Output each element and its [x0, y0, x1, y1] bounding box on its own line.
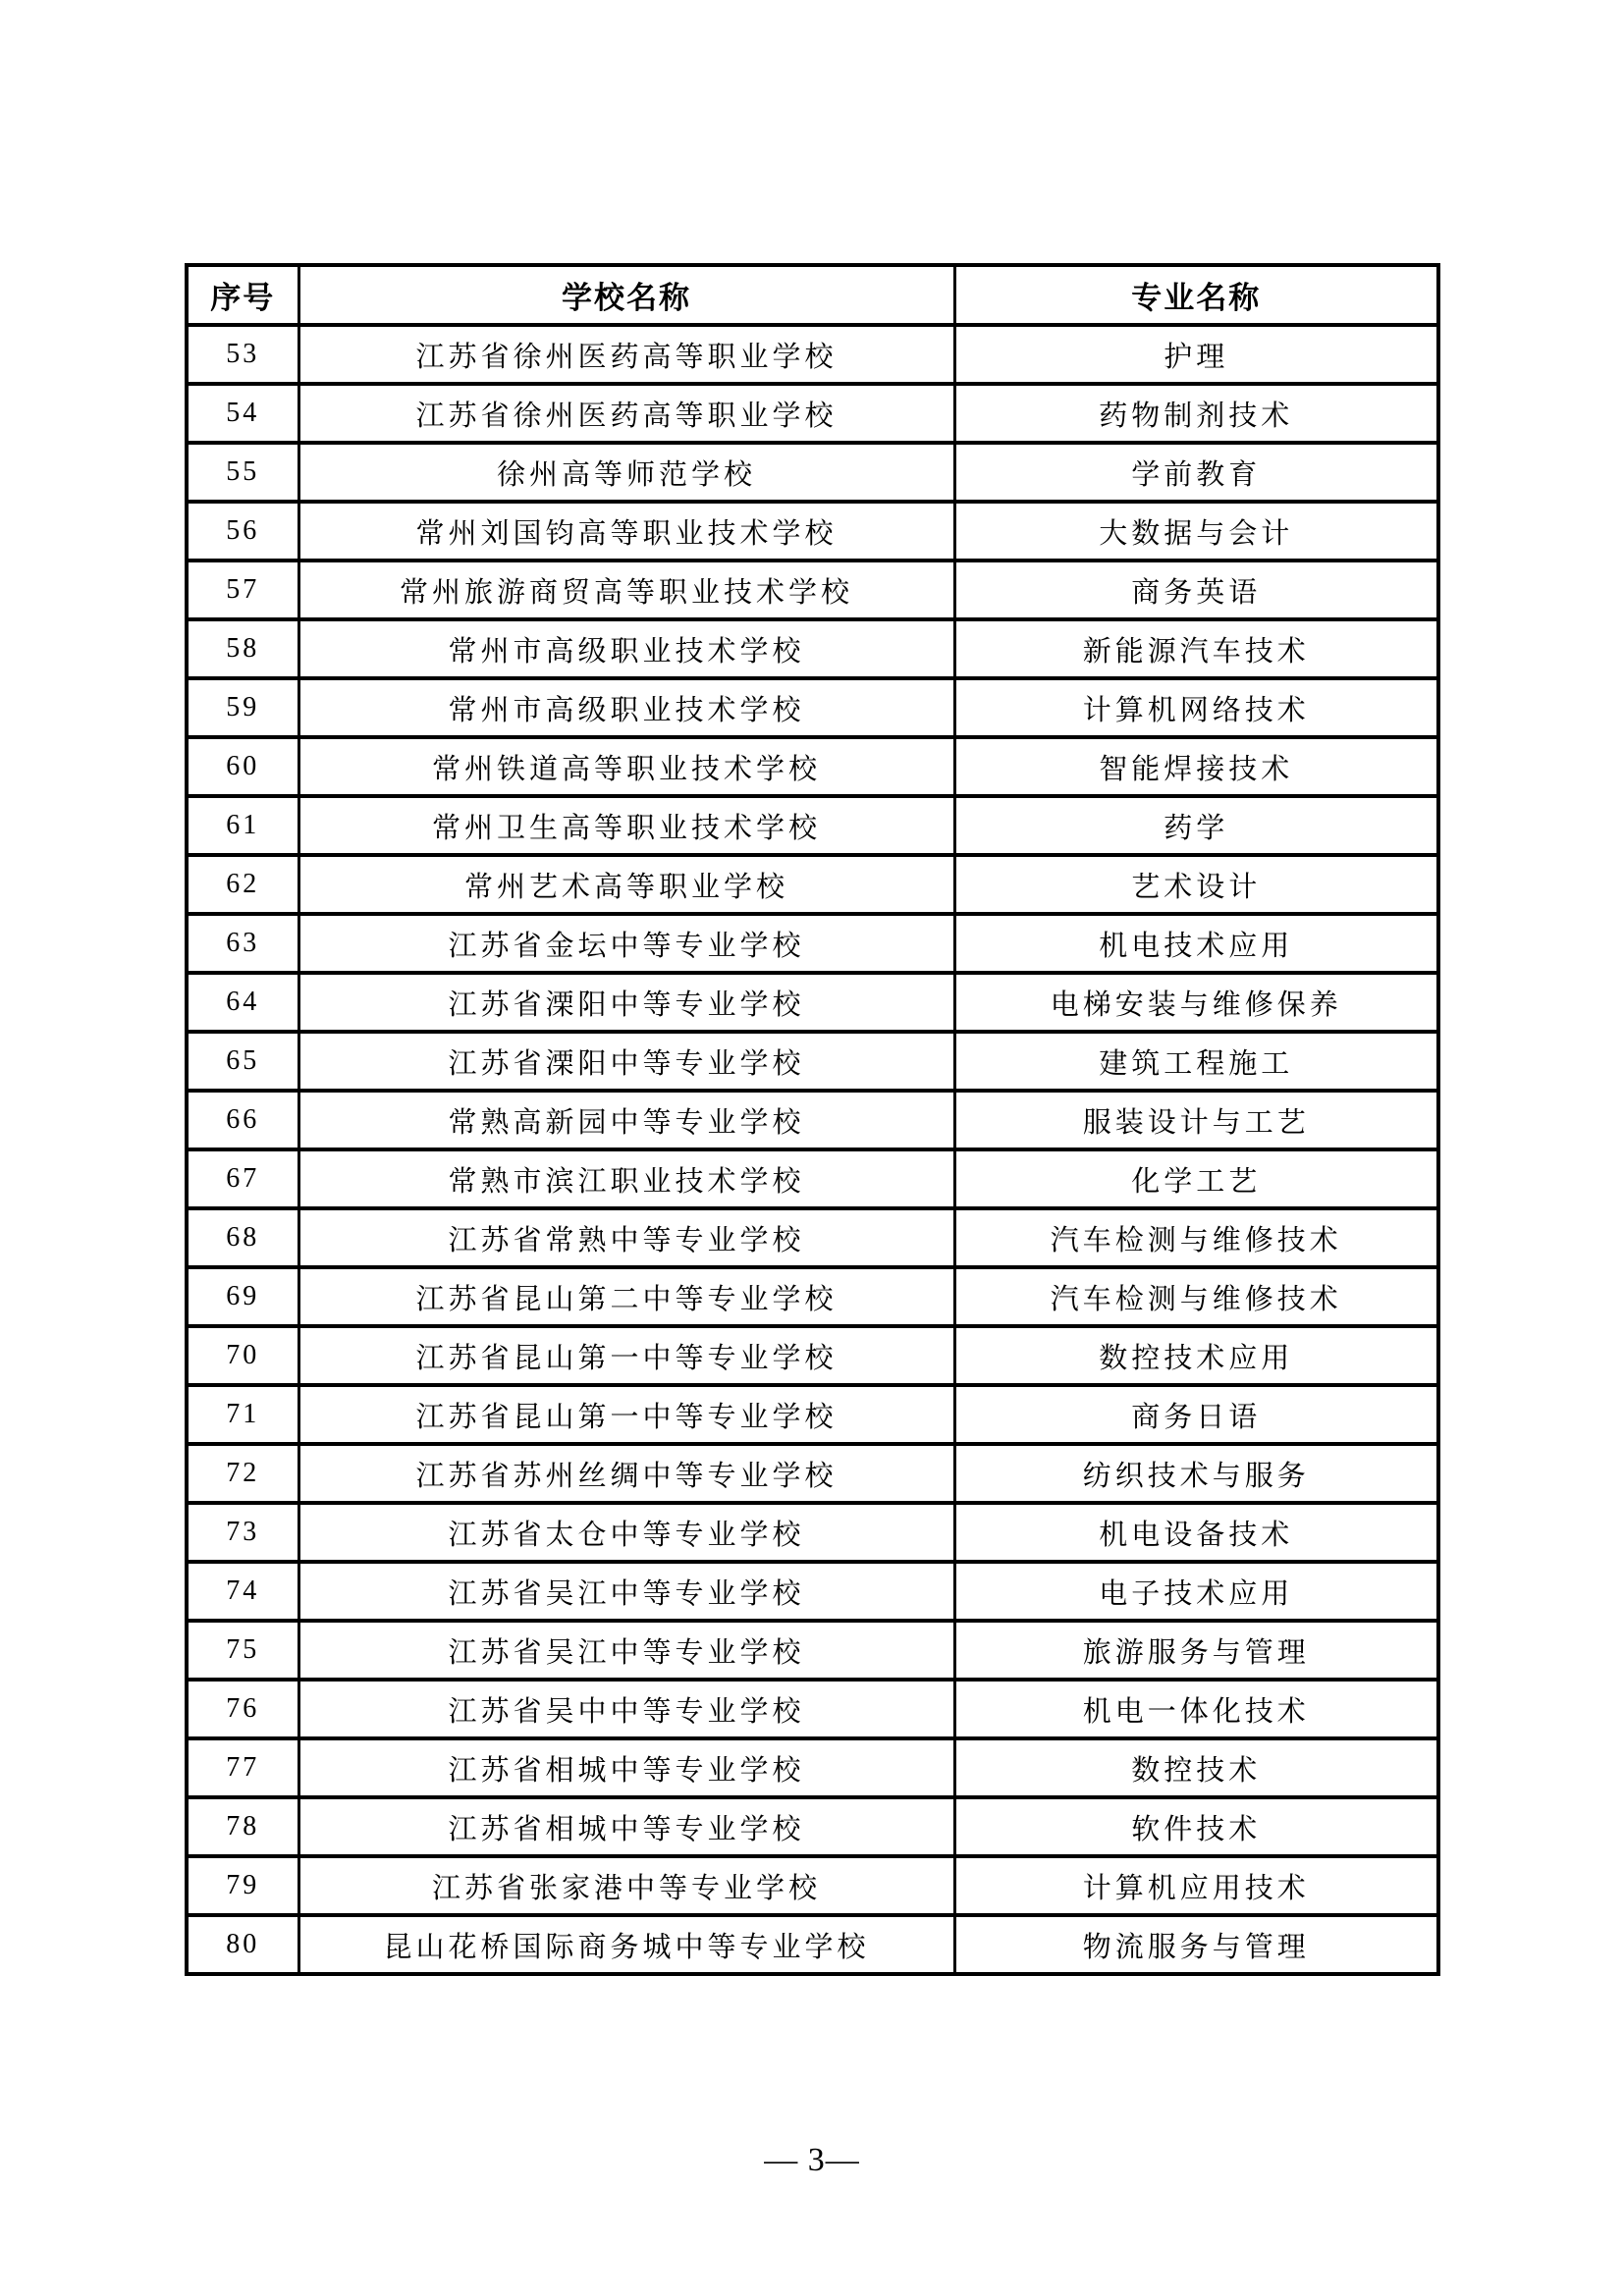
major-name-cell: 旅游服务与管理 — [954, 1621, 1438, 1680]
major-name-cell: 建筑工程施工 — [954, 1032, 1438, 1091]
school-name-cell: 江苏省吴江中等专业学校 — [298, 1621, 954, 1680]
major-name-cell: 电梯安装与维修保养 — [954, 973, 1438, 1032]
school-name-cell: 常州市高级职业技术学校 — [298, 678, 954, 737]
school-name-cell: 常熟高新园中等专业学校 — [298, 1091, 954, 1149]
header-school-name: 学校名称 — [298, 265, 954, 325]
major-name-cell: 艺术设计 — [954, 855, 1438, 914]
table-row — [187, 561, 1438, 619]
row-number-cell: 62 — [187, 855, 298, 914]
school-name-cell: 江苏省金坛中等专业学校 — [298, 914, 954, 973]
table-row — [187, 1621, 1438, 1680]
row-number-cell: 59 — [187, 678, 298, 737]
school-name-cell: 江苏省溧阳中等专业学校 — [298, 1032, 954, 1091]
major-name-cell: 药物制剂技术 — [954, 384, 1438, 443]
school-name-cell: 徐州高等师范学校 — [298, 443, 954, 502]
major-name-cell: 汽车检测与维修技术 — [954, 1208, 1438, 1267]
school-name-cell: 江苏省常熟中等专业学校 — [298, 1208, 954, 1267]
table-row — [187, 678, 1438, 737]
row-number-cell: 63 — [187, 914, 298, 973]
major-name-cell: 新能源汽车技术 — [954, 619, 1438, 678]
row-number-cell: 79 — [187, 1856, 298, 1915]
major-name-cell: 智能焊接技术 — [954, 737, 1438, 796]
table-row — [187, 1149, 1438, 1208]
row-number-cell: 76 — [187, 1680, 298, 1738]
header-major-name: 专业名称 — [954, 265, 1438, 325]
table-row — [187, 1326, 1438, 1385]
school-name-cell: 江苏省吴江中等专业学校 — [298, 1562, 954, 1621]
school-name-cell: 常州铁道高等职业技术学校 — [298, 737, 954, 796]
major-name-cell: 大数据与会计 — [954, 502, 1438, 561]
table-row — [187, 1032, 1438, 1091]
school-name-cell: 常州旅游商贸高等职业技术学校 — [298, 561, 954, 619]
major-name-cell: 化学工艺 — [954, 1149, 1438, 1208]
major-name-cell: 计算机应用技术 — [954, 1856, 1438, 1915]
major-name-cell: 药学 — [954, 796, 1438, 855]
major-name-cell: 数控技术应用 — [954, 1326, 1438, 1385]
row-number-cell: 74 — [187, 1562, 298, 1621]
row-number-cell: 64 — [187, 973, 298, 1032]
row-number-cell: 60 — [187, 737, 298, 796]
school-name-cell: 江苏省徐州医药高等职业学校 — [298, 325, 954, 384]
school-name-cell: 昆山花桥国际商务城中等专业学校 — [298, 1915, 954, 1974]
row-number-cell: 65 — [187, 1032, 298, 1091]
school-major-table — [185, 263, 1440, 1976]
row-number-cell: 75 — [187, 1621, 298, 1680]
school-name-cell: 常州艺术高等职业学校 — [298, 855, 954, 914]
row-number-cell: 80 — [187, 1915, 298, 1974]
row-number-cell: 54 — [187, 384, 298, 443]
row-number-cell: 68 — [187, 1208, 298, 1267]
school-name-cell: 常州卫生高等职业技术学校 — [298, 796, 954, 855]
row-number-cell: 67 — [187, 1149, 298, 1208]
row-number-cell: 77 — [187, 1738, 298, 1797]
table-row — [187, 737, 1438, 796]
table-row — [187, 1738, 1438, 1797]
table-body — [187, 325, 1438, 1974]
major-name-cell: 汽车检测与维修技术 — [954, 1267, 1438, 1326]
major-name-cell: 商务日语 — [954, 1385, 1438, 1444]
table-row — [187, 1267, 1438, 1326]
table-row — [187, 1562, 1438, 1621]
table-row — [187, 502, 1438, 561]
major-name-cell: 数控技术 — [954, 1738, 1438, 1797]
row-number-cell: 57 — [187, 561, 298, 619]
school-name-cell: 江苏省张家港中等专业学校 — [298, 1856, 954, 1915]
header-serial-number: 序号 — [187, 265, 298, 325]
major-name-cell: 软件技术 — [954, 1797, 1438, 1856]
school-name-cell: 江苏省昆山第一中等专业学校 — [298, 1326, 954, 1385]
school-name-cell: 江苏省昆山第一中等专业学校 — [298, 1385, 954, 1444]
row-number-cell: 73 — [187, 1503, 298, 1562]
row-number-cell: 78 — [187, 1797, 298, 1856]
table-row — [187, 1385, 1438, 1444]
major-name-cell: 机电技术应用 — [954, 914, 1438, 973]
school-name-cell: 常州刘国钧高等职业技术学校 — [298, 502, 954, 561]
school-name-cell: 江苏省相城中等专业学校 — [298, 1738, 954, 1797]
school-name-cell: 常州市高级职业技术学校 — [298, 619, 954, 678]
school-name-cell: 江苏省溧阳中等专业学校 — [298, 973, 954, 1032]
table-row — [187, 1856, 1438, 1915]
row-number-cell: 72 — [187, 1444, 298, 1503]
table-header-row — [187, 265, 1438, 325]
school-name-cell: 江苏省徐州医药高等职业学校 — [298, 384, 954, 443]
major-name-cell: 服装设计与工艺 — [954, 1091, 1438, 1149]
school-name-cell: 常熟市滨江职业技术学校 — [298, 1149, 954, 1208]
major-name-cell: 商务英语 — [954, 561, 1438, 619]
major-name-cell: 物流服务与管理 — [954, 1915, 1438, 1974]
table-row — [187, 443, 1438, 502]
school-name-cell: 江苏省昆山第二中等专业学校 — [298, 1267, 954, 1326]
row-number-cell: 69 — [187, 1267, 298, 1326]
table-row — [187, 1091, 1438, 1149]
school-name-cell: 江苏省相城中等专业学校 — [298, 1797, 954, 1856]
row-number-cell: 56 — [187, 502, 298, 561]
major-name-cell: 机电一体化技术 — [954, 1680, 1438, 1738]
row-number-cell: 61 — [187, 796, 298, 855]
table-row — [187, 384, 1438, 443]
table-row — [187, 1680, 1438, 1738]
table-row — [187, 1797, 1438, 1856]
table-row — [187, 796, 1438, 855]
row-number-cell: 53 — [187, 325, 298, 384]
table-row — [187, 855, 1438, 914]
table-row — [187, 1915, 1438, 1974]
table-row — [187, 1208, 1438, 1267]
major-name-cell: 护理 — [954, 325, 1438, 384]
major-name-cell: 机电设备技术 — [954, 1503, 1438, 1562]
school-name-cell: 江苏省吴中中等专业学校 — [298, 1680, 954, 1738]
table-row — [187, 325, 1438, 384]
table-row — [187, 1444, 1438, 1503]
table-row — [187, 973, 1438, 1032]
row-number-cell: 58 — [187, 619, 298, 678]
major-name-cell: 电子技术应用 — [954, 1562, 1438, 1621]
school-name-cell: 江苏省苏州丝绸中等专业学校 — [298, 1444, 954, 1503]
page-number: — 3— — [764, 2142, 860, 2178]
major-name-cell: 计算机网络技术 — [954, 678, 1438, 737]
school-name-cell: 江苏省太仓中等专业学校 — [298, 1503, 954, 1562]
row-number-cell: 55 — [187, 443, 298, 502]
major-name-cell: 学前教育 — [954, 443, 1438, 502]
table-row — [187, 619, 1438, 678]
table-row — [187, 914, 1438, 973]
major-name-cell: 纺织技术与服务 — [954, 1444, 1438, 1503]
table-row — [187, 1503, 1438, 1562]
row-number-cell: 70 — [187, 1326, 298, 1385]
row-number-cell: 71 — [187, 1385, 298, 1444]
row-number-cell: 66 — [187, 1091, 298, 1149]
